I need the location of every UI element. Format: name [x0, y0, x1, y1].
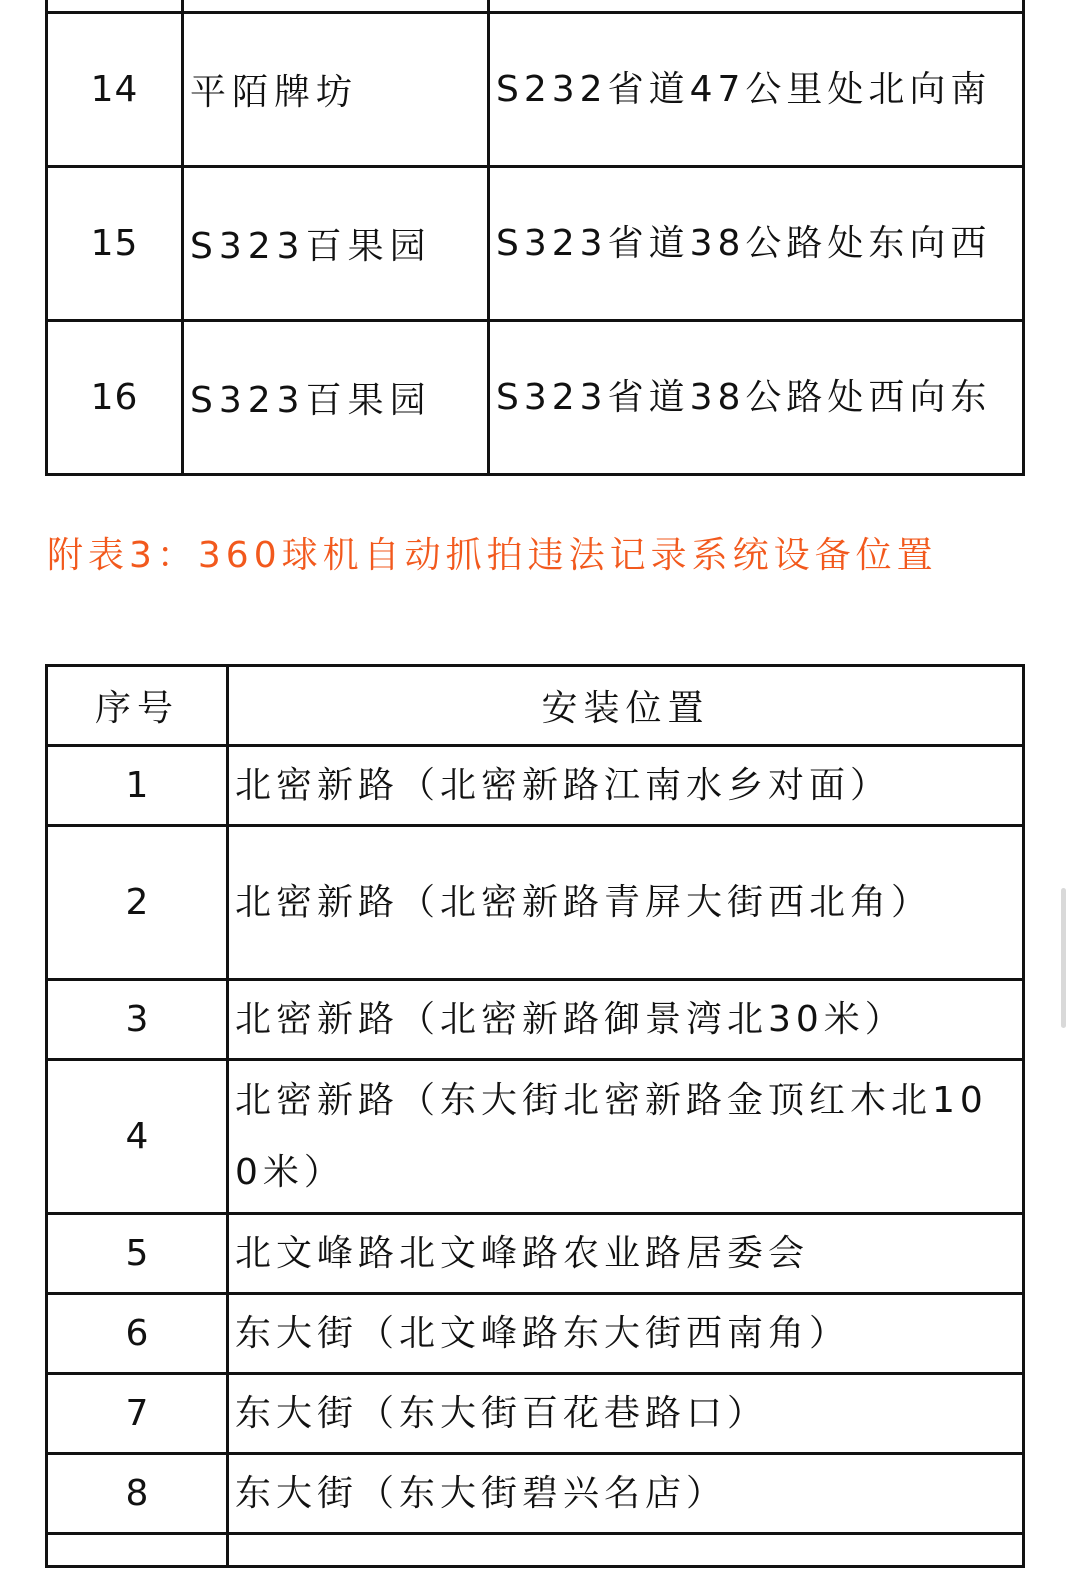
row-number: 15	[47, 167, 183, 321]
table-row	[47, 13, 1024, 167]
row-number: 2	[47, 826, 228, 980]
table-row	[47, 980, 1024, 1060]
install-location: 东大街（北文峰路东大街西南角）	[228, 1294, 1024, 1374]
location-name: 平陌牌坊	[183, 13, 489, 167]
install-location: 东大街（东大街碧兴名店）	[228, 1454, 1024, 1534]
row-number: 6	[47, 1294, 228, 1374]
install-location: 北文峰路北文峰路农业路居委会	[228, 1214, 1024, 1294]
scrollbar-thumb[interactable]	[1061, 888, 1066, 1028]
table-cell-empty	[489, 0, 1024, 13]
dome-camera-location-table	[45, 664, 1025, 1568]
location-detail: S323省道38公路处东向西	[489, 167, 1024, 321]
row-number: 8	[47, 1454, 228, 1534]
camera-location-table-continued	[45, 0, 1025, 476]
table-row	[47, 1060, 1024, 1214]
row-number: 14	[47, 13, 183, 167]
install-location: 东大街（东大街百花巷路口）	[228, 1374, 1024, 1454]
location-name: S323百果园	[183, 321, 489, 475]
row-number: 4	[47, 1060, 228, 1214]
table-row	[47, 746, 1024, 826]
row-number: 16	[47, 321, 183, 475]
install-location: 北密新路（北密新路江南水乡对面）	[228, 746, 1024, 826]
table-row	[47, 1454, 1024, 1534]
table-row	[47, 1374, 1024, 1454]
table-row	[47, 321, 1024, 475]
location-detail: S323省道38公路处西向东	[489, 321, 1024, 475]
table-row	[47, 167, 1024, 321]
row-number: 7	[47, 1374, 228, 1454]
table-3-heading: 附表3：360球机自动抓拍违法记录系统设备位置	[47, 535, 938, 576]
table-row-continued-top	[47, 0, 1024, 13]
table-cell-empty	[228, 1534, 1024, 1567]
location-detail: S232省道47公里处北向南	[489, 13, 1024, 167]
table-row-continued-bottom	[47, 1534, 1024, 1567]
table-cell-empty	[47, 1534, 228, 1567]
header-serial-number: 序号	[47, 666, 228, 746]
row-number: 3	[47, 980, 228, 1060]
table-header-row	[47, 666, 1024, 746]
location-name: S323百果园	[183, 167, 489, 321]
row-number: 1	[47, 746, 228, 826]
install-location: 北密新路（北密新路青屏大街西北角）	[228, 826, 1024, 980]
table-row	[47, 1214, 1024, 1294]
row-number: 5	[47, 1214, 228, 1294]
table-cell-empty	[183, 0, 489, 13]
install-location: 北密新路（北密新路御景湾北30米）	[228, 980, 1024, 1060]
install-location: 北密新路（东大街北密新路金顶红木北100米）	[228, 1060, 1024, 1214]
table-row	[47, 1294, 1024, 1374]
table-row	[47, 826, 1024, 980]
table-cell-empty	[47, 0, 183, 13]
header-install-location: 安装位置	[228, 666, 1024, 746]
